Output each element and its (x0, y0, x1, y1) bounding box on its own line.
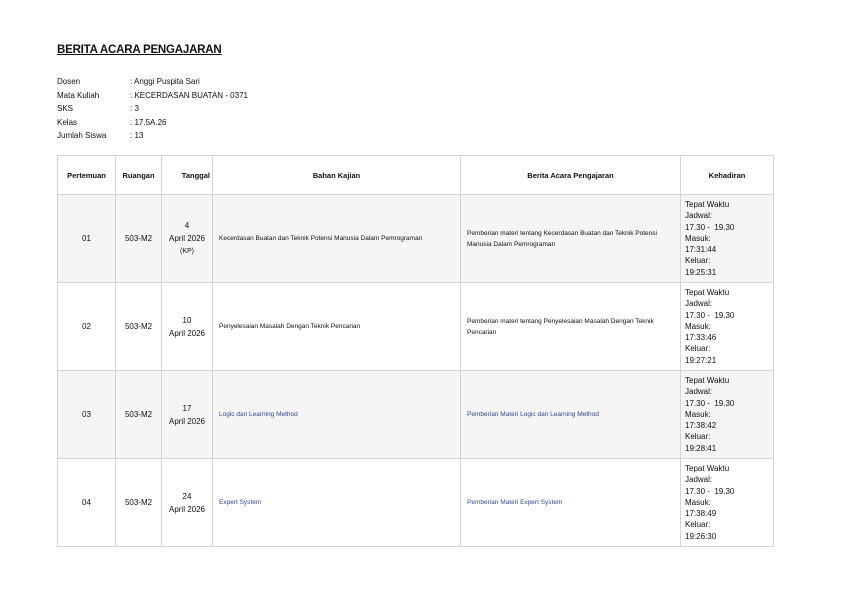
info-value: : 13 (130, 131, 144, 140)
date-month: April 2026 (168, 504, 206, 514)
jadwal-label: Jadwal: (685, 475, 713, 485)
cell-kehadiran (681, 283, 774, 371)
cell-bahan-kajian: Expert System (213, 459, 461, 547)
table-row (58, 283, 774, 371)
info-label: Dosen (57, 77, 81, 86)
info-label: Kelas (57, 117, 78, 127)
table-row (58, 371, 774, 459)
page-title: BERITA ACARA PENGAJARAN (57, 44, 222, 56)
masuk-label: Masuk: (685, 497, 711, 507)
keluar-label: Keluar: (685, 256, 711, 266)
date-day: 24 (182, 491, 192, 501)
info-mata-kuliah (57, 89, 248, 103)
attendance-status: Tepat Waktu (685, 463, 730, 473)
cell-tanggal (162, 283, 213, 371)
cell-tanggal (162, 195, 213, 283)
jadwal-value: 17.30 - 19.30 (685, 486, 735, 496)
date-month: April 2026 (168, 416, 206, 426)
date-note: (KP) (180, 248, 194, 255)
cell-ruangan: 503-M2 (116, 371, 162, 459)
cell-berita-acara: Pemberian materi tentang Kecerdasan Buatan dan Teknik Potensi Manusia Dalam Pemrograman (461, 195, 681, 283)
cell-bahan-kajian: Kecerdasan Buatan dan Teknik Potensi Manusia Dalam Pemrograman (213, 195, 461, 283)
attendance-status: Tepat Waktu (685, 199, 730, 209)
cell-tanggal (162, 371, 213, 459)
masuk-value: 17:38:42 (685, 421, 717, 431)
masuk-label: Masuk: (685, 409, 711, 419)
keluar-value: 19:25:31 (685, 267, 717, 277)
cell-kehadiran (681, 195, 774, 283)
jadwal-label: Jadwal: (685, 211, 713, 221)
info-value: : Anggi Puspita Sari (130, 77, 200, 86)
info-block (57, 75, 248, 143)
header-pertemuan: Pertemuan (58, 156, 116, 195)
jadwal-value: 17.30 - 19.30 (685, 222, 735, 232)
date-day: 4 (184, 221, 190, 230)
masuk-value: 17:33:46 (685, 333, 717, 343)
header-ruangan: Ruangan (116, 156, 162, 195)
cell-ruangan: 503-M2 (116, 283, 162, 371)
keluar-label: Keluar: (685, 520, 711, 530)
cell-pertemuan: 04 (58, 459, 116, 547)
cell-kehadiran (681, 371, 774, 459)
attendance-table (57, 155, 774, 547)
date-month: April 2026 (168, 328, 206, 338)
header-bahan-kajian: Bahan Kajian (213, 156, 461, 195)
cell-ruangan: 503-M2 (116, 195, 162, 283)
info-value: : 17.5A.26 (130, 117, 167, 127)
cell-berita-acara: Pemberian Materi Expert System (461, 459, 681, 547)
cell-berita-acara: Pemberian Materi Logic dan Learning Method (461, 371, 681, 459)
cell-tanggal (162, 459, 213, 547)
jadwal-label: Jadwal: (685, 387, 713, 397)
info-value: : 3 (130, 104, 139, 113)
keluar-label: Keluar: (685, 344, 711, 354)
info-label: SKS (57, 104, 74, 113)
table-row (58, 459, 774, 547)
attendance-status: Tepat Waktu (685, 375, 730, 385)
header-kehadiran: Kehadiran (681, 156, 774, 195)
masuk-value: 17:38:49 (685, 509, 717, 519)
jadwal-value: 17.30 - 19.30 (685, 398, 735, 408)
cell-pertemuan: 03 (58, 371, 116, 459)
info-kelas (57, 116, 248, 130)
keluar-value: 19:26:30 (685, 531, 717, 541)
date-day: 17 (182, 403, 192, 413)
cell-pertemuan: 02 (58, 283, 116, 371)
date-month: April 2026 (168, 234, 206, 243)
info-label: Mata Kuliah (57, 90, 100, 100)
jadwal-label: Jadwal: (685, 299, 713, 309)
cell-bahan-kajian: Penyelesaian Masalah Dengan Teknik Pencarian (213, 283, 461, 371)
keluar-value: 19:28:41 (685, 443, 717, 453)
info-dosen (57, 75, 248, 89)
cell-ruangan: 503-M2 (116, 459, 162, 547)
table-header-row (58, 156, 774, 195)
date-day: 10 (182, 315, 192, 325)
cell-berita-acara: Pemberian materi tentang Penyelesaian Masalah Dengan Teknik Pencarian (461, 283, 681, 371)
masuk-label: Masuk: (685, 321, 711, 331)
cell-bahan-kajian: Logic dan Learning Method (213, 371, 461, 459)
info-value: : KECERDASAN BUATAN - 0371 (130, 90, 248, 100)
cell-pertemuan: 01 (58, 195, 116, 283)
info-jumlah-siswa (57, 129, 248, 143)
masuk-value: 17:31:44 (685, 245, 717, 255)
keluar-label: Keluar: (685, 432, 711, 442)
header-berita-acara: Berita Acara Pengajaran (461, 156, 681, 195)
keluar-value: 19:27:21 (685, 355, 717, 365)
header-tanggal: Tanggal (162, 156, 213, 195)
masuk-label: Masuk: (685, 233, 711, 243)
info-sks (57, 102, 248, 116)
table-row (58, 195, 774, 283)
attendance-status: Tepat Waktu (685, 287, 730, 297)
cell-kehadiran (681, 459, 774, 547)
jadwal-value: 17.30 - 19.30 (685, 310, 735, 320)
info-label: Jumlah Siswa (57, 131, 107, 140)
